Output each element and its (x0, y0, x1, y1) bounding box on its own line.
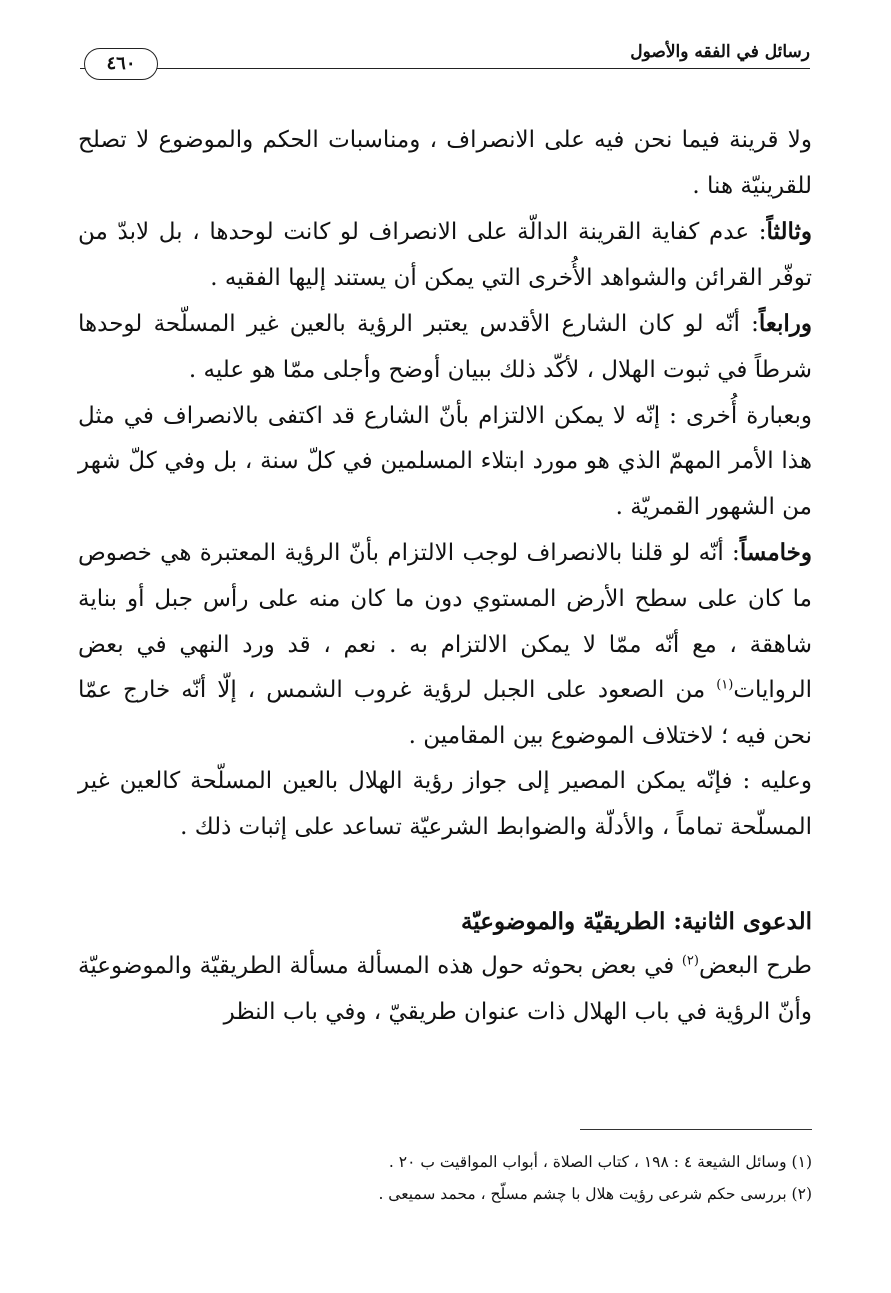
paragraph-7-text-b: في بعض بحوثه حول هذه المسألة مسألة الطريقيّة والموضوعيّة وأنّ الرؤية في باب الهلال ذات عنوان طريقيّ ، وفي باب النظر (78, 953, 812, 1025)
footnotes (300, 1146, 812, 1210)
page-number: ٤٦٠ (84, 48, 158, 80)
paragraph-3 (78, 301, 812, 393)
footnote-1: (١) وسائل الشيعة ٤ : ١٩٨ ، كتاب الصلاة ، أبواب المواقيت ب ٢٠ . (388, 1153, 812, 1171)
running-title: رسائل في الفقه والأصول (630, 42, 810, 62)
paragraph-4-text: وبعبارة أُخرى : إنّه لا يمكن الالتزام بأنّ الشارع قد اكتفى بالانصراف في مثل هذا الأمر المهمّ الذي هو مورد ابتلاء المسلمين في كلّ سنة ، بل وفي كلّ شهر من الشهور القمريّة . (78, 402, 812, 520)
paragraph-2-lead: وثالثاً (766, 218, 812, 246)
paragraph-5 (78, 530, 812, 759)
footnote-2: (٢) بررسى حكم شرعى رؤيت هلال با چشم مسلّح ، محمد سميعى . (378, 1185, 812, 1203)
section-heading: الدعوى الثانية: الطريقيّة والموضوعيّة (461, 907, 812, 935)
paragraph-7-text-a: طرح البعض (698, 953, 812, 980)
paragraph-2-text: : عدم كفاية القرينة الدالّة على الانصراف لو كانت لوحدها ، بل لابدّ من توفّر القرائن والشواهد الأُخرى التي يمكن أن يستند إليها الفقيه . (78, 219, 812, 291)
footnote-separator (580, 1129, 812, 1130)
paragraph-5-lead: وخامساً (739, 539, 812, 567)
footnote-ref-2[interactable]: (٢) (681, 953, 699, 969)
paragraph-4 (78, 394, 812, 531)
footnote-ref-1[interactable]: (١) (716, 677, 734, 693)
paragraph-1-text: ولا قرينة فيما نحن فيه على الانصراف ، ومناسبات الحكم والموضوع لا تصلح للقرينيّة هنا . (78, 127, 812, 199)
paragraph-3-lead: ورابعاً (758, 310, 812, 338)
paragraph-2 (78, 209, 812, 301)
paragraph-5-text-a: : أنّه لو قلنا بالانصراف لوجب الالتزام بأنّ الرؤية المعتبرة هي خصوص ما كان على سطح الأرض المستوي دون ما كان منه على رأس جبل أو بناية شاهقة ، مع أنّه ممّا لا يمكن الالتزام به . نعم ، قد ورد النهي في بعض الروايات (78, 540, 812, 704)
paragraph-3-text: : أنّه لو كان الشارع الأقدس يعتبر الرؤية بالعين غير المسلّحة لوحدها شرطاً في ثبوت الهلال ، لأكّد ذلك ببيان أوضح وأجلى ممّا هو عليه . (78, 311, 812, 383)
page-header (80, 38, 810, 78)
header-rule (80, 68, 810, 69)
paragraph-6-text: وعليه : فإنّه يمكن المصير إلى جواز رؤية الهلال بالعين المسلّحة كالعين غير المسلّحة تماماً ، والأدلّة والضوابط الشرعيّة تساعد على إثبات ذلك . (78, 768, 812, 840)
paragraph-7 (78, 944, 812, 1035)
body-text (78, 118, 812, 1035)
paragraph-1 (78, 118, 812, 209)
paragraph-5-text-b: من الصعود على الجبل لرؤية غروب الشمس ، إلّا أنّه خارج عمّا نحن فيه ؛ لاختلاف الموضوع بين المقامين . (78, 677, 812, 749)
paragraph-6 (78, 759, 812, 850)
